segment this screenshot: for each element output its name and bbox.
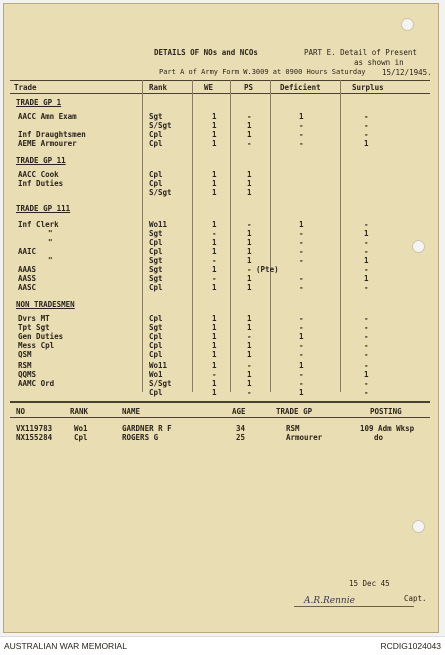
row-rank: Cpl (149, 314, 163, 323)
row-def: 1 (299, 332, 304, 341)
row-sur: - (364, 379, 369, 388)
row-ps: - (247, 220, 252, 229)
row-trade: AACC Amn Exam (18, 112, 77, 121)
row-ps: 1 (247, 179, 252, 188)
row-sur: - (364, 220, 369, 229)
row-we: 1 (212, 238, 217, 247)
row-sur: - (364, 350, 369, 359)
row-rank: Cpl (149, 179, 163, 188)
row-ps: 1 (247, 379, 252, 388)
col-we: WE (204, 83, 214, 92)
row-def: - (299, 323, 304, 332)
row-def: - (299, 350, 304, 359)
section-heading: TRADE GP 111 (16, 204, 71, 213)
row-rank: Cpl (149, 170, 163, 179)
footer-left: AUSTRALIAN WAR MEMORIAL (4, 641, 127, 651)
signature-rank: Capt. (404, 594, 427, 603)
row-sur: 1 (364, 256, 369, 265)
row-rank: Cpl (149, 332, 163, 341)
row-ps: 1 (247, 188, 252, 197)
row-ps: 1 (247, 283, 252, 292)
row-def: - (299, 283, 304, 292)
row-we: 1 (212, 188, 217, 197)
row-rank: Cpl (149, 139, 163, 148)
row-sur: - (364, 332, 369, 341)
row-ps: - (Pte) (247, 265, 279, 274)
part-label: PART E. Detail of Present (304, 48, 417, 57)
row-ps: 1 (247, 229, 252, 238)
posting-col-no: NO (16, 407, 26, 416)
row-def: - (299, 229, 304, 238)
row-ps: 1 (247, 370, 252, 379)
column-divider (230, 80, 231, 392)
row-we: 1 (212, 361, 217, 370)
row-rank: S/Sgt (149, 379, 172, 388)
row-trade: Gen Duties (18, 332, 64, 341)
posting-col-age: AGE (232, 407, 246, 416)
row-ps: 1 (247, 274, 252, 283)
col-trade: Trade (14, 83, 37, 92)
row-sur: - (364, 130, 369, 139)
row-trade: AASS (18, 274, 37, 283)
row-trade: AEME Armourer (18, 139, 77, 148)
row-trade: AAAS (18, 265, 37, 274)
row-rank: Cpl (149, 238, 163, 247)
row-rank: Cpl (149, 341, 163, 350)
row-we: 1 (212, 121, 217, 130)
row-ps: - (247, 361, 252, 370)
row-we: 1 (212, 130, 217, 139)
row-trade: AACC Cook (18, 170, 59, 179)
posting-col-trade-gp: TRADE GP (276, 407, 313, 416)
archive-footer (0, 636, 445, 655)
row-rank: Sgt (149, 229, 163, 238)
form-title: DETAILS OF NOs and NCOs (154, 48, 258, 57)
row-we: 1 (212, 139, 217, 148)
posting-trade: RSM (286, 424, 300, 433)
row-rank: Cpl (149, 350, 163, 359)
row-ps: 1 (247, 350, 252, 359)
row-def: 1 (299, 388, 304, 397)
row-ps: 1 (247, 130, 252, 139)
posting-no: NX155284 (16, 433, 53, 442)
row-we: 1 (212, 314, 217, 323)
row-trade: Tpt Sgt (18, 323, 50, 332)
header-rule (10, 80, 430, 81)
row-def: 1 (299, 112, 304, 121)
row-def: 1 (299, 361, 304, 370)
row-trade: Dvrs MT (18, 314, 50, 323)
row-we: 1 (212, 379, 217, 388)
section-heading: TRADE GP 11 (16, 156, 66, 165)
postings-rule (10, 401, 430, 403)
col-rank: Rank (149, 83, 168, 92)
row-sur: - (364, 341, 369, 350)
posting-name: ROGERS G (122, 433, 159, 442)
row-sur: 1 (364, 370, 369, 379)
row-trade: Mess Cpl (18, 341, 55, 350)
punch-hole (412, 240, 425, 253)
row-sur: - (364, 323, 369, 332)
row-trade: RSM (18, 361, 32, 370)
row-sur: 1 (364, 229, 369, 238)
row-sur: - (364, 314, 369, 323)
row-def: - (299, 379, 304, 388)
row-ps: 1 (247, 247, 252, 256)
row-sur: - (364, 265, 369, 274)
posting-posting: do (374, 433, 384, 442)
row-we: 1 (212, 112, 217, 121)
row-we: 1 (212, 170, 217, 179)
row-we: 1 (212, 323, 217, 332)
row-rank: Sgt (149, 323, 163, 332)
row-we: - (212, 229, 217, 238)
row-we: 1 (212, 265, 217, 274)
row-ps: 1 (247, 238, 252, 247)
row-rank: Wo1 (149, 370, 163, 379)
row-we: - (212, 370, 217, 379)
header-line2: as shown in (354, 58, 404, 67)
row-trade: Inf Draughtsmen (18, 130, 86, 139)
col-ps: PS (244, 83, 254, 92)
row-sur: - (364, 112, 369, 121)
row-rank: Sgt (149, 274, 163, 283)
row-we: - (212, 274, 217, 283)
row-we: 1 (212, 350, 217, 359)
row-trade: QSM (18, 350, 32, 359)
posting-posting: 109 Adm Wksp (360, 424, 415, 433)
row-sur: 1 (364, 139, 369, 148)
row-rank: S/Sgt (149, 188, 172, 197)
row-ps: 1 (247, 121, 252, 130)
row-we: 1 (212, 283, 217, 292)
row-rank: Sgt (149, 265, 163, 274)
posting-rank: Cpl (74, 433, 88, 442)
row-ps: 1 (247, 341, 252, 350)
form-sheet (3, 3, 439, 633)
row-sur: - (364, 283, 369, 292)
posting-col-rank: RANK (70, 407, 89, 416)
row-def: 1 (299, 220, 304, 229)
posting-name: GARDNER R F (122, 424, 172, 433)
section-heading: NON TRADESMEN (16, 300, 75, 309)
row-ps: - (247, 388, 252, 397)
row-ps: - (247, 139, 252, 148)
row-ps: - (247, 112, 252, 121)
posting-col-posting: POSTING (370, 407, 402, 416)
handwritten-signature: A.R.Rennie (304, 596, 355, 606)
posting-age: 25 (236, 433, 246, 442)
row-trade: QQMS (18, 370, 37, 379)
row-def: - (299, 139, 304, 148)
signature-line (294, 606, 414, 607)
row-rank: Cpl (149, 247, 163, 256)
header-line3: Part A of Army Form W.3009 at 0900 Hours Saturday (159, 68, 366, 76)
posting-rank: Wo1 (74, 424, 88, 433)
section-heading: TRADE GP 1 (16, 98, 62, 107)
row-def: - (299, 256, 304, 265)
row-rank: Wo11 (149, 220, 168, 229)
row-def: - (299, 247, 304, 256)
row-sur: - (364, 247, 369, 256)
row-sur: 1 (364, 274, 369, 283)
row-trade: Inf Clerk (18, 220, 59, 229)
row-def: - (299, 121, 304, 130)
row-sur: - (364, 121, 369, 130)
row-sur: - (364, 388, 369, 397)
row-rank: Cpl (149, 130, 163, 139)
row-ps: - (247, 332, 252, 341)
column-divider (192, 80, 193, 392)
row-we: 1 (212, 341, 217, 350)
col-deficient: Deficient (280, 83, 321, 92)
col-surplus: Surplus (352, 83, 384, 92)
row-we: 1 (212, 332, 217, 341)
row-trade: AAMC Ord (18, 379, 55, 388)
row-rank: Cpl (149, 388, 163, 397)
row-trade: Inf Duties (18, 179, 64, 188)
row-trade: " (48, 229, 53, 238)
row-ps: 1 (247, 170, 252, 179)
row-def: - (299, 370, 304, 379)
column-divider (142, 80, 143, 392)
row-trade: AAIC (18, 247, 37, 256)
row-we: 1 (212, 220, 217, 229)
header-rule (10, 93, 430, 94)
row-ps: 1 (247, 323, 252, 332)
punch-hole (401, 18, 414, 31)
row-trade: " (48, 256, 53, 265)
row-sur: - (364, 361, 369, 370)
row-sur: - (364, 238, 369, 247)
row-def: - (299, 274, 304, 283)
row-rank: Wo11 (149, 361, 168, 370)
row-def: - (299, 130, 304, 139)
row-def: - (299, 314, 304, 323)
row-we: - (212, 256, 217, 265)
row-rank: S/Sgt (149, 121, 172, 130)
postings-rule (10, 417, 430, 418)
row-rank: Cpl (149, 283, 163, 292)
posting-col-name: NAME (122, 407, 141, 416)
signature-date: 15 Dec 45 (349, 579, 390, 588)
row-we: 1 (212, 179, 217, 188)
row-def: - (299, 238, 304, 247)
footer-right: RCDIG1024043 (380, 641, 441, 651)
row-trade: AASC (18, 283, 37, 292)
row-rank: Sgt (149, 256, 163, 265)
row-we: 1 (212, 247, 217, 256)
column-divider (340, 80, 341, 392)
row-def: - (299, 341, 304, 350)
row-rank: Sgt (149, 112, 163, 121)
posting-age: 34 (236, 424, 246, 433)
row-ps: 1 (247, 314, 252, 323)
column-divider (270, 80, 271, 392)
row-ps: 1 (247, 256, 252, 265)
row-trade: " (48, 238, 53, 247)
row-we: 1 (212, 388, 217, 397)
posting-trade: Armourer (286, 433, 323, 442)
punch-hole (412, 520, 425, 533)
posting-no: VX119783 (16, 424, 53, 433)
header-date: 15/12/1945. (382, 68, 432, 77)
